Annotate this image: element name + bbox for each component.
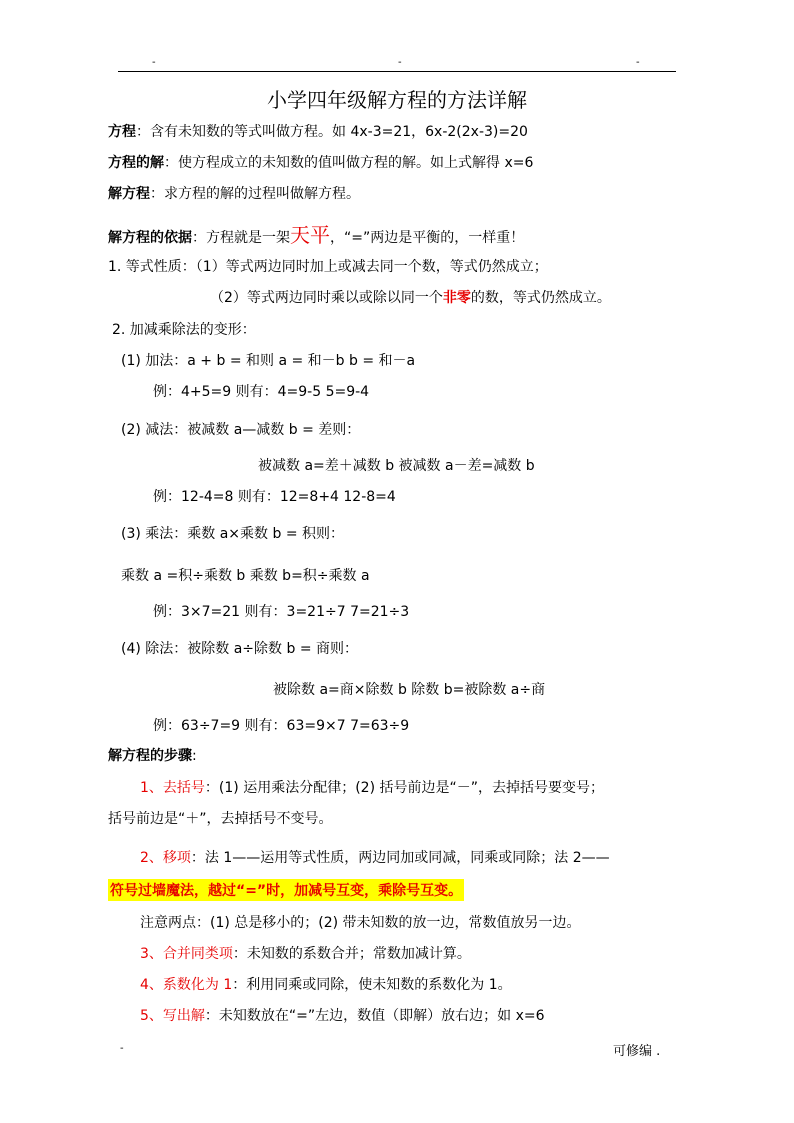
steps-heading bbox=[108, 745, 197, 765]
footer-mark: - bbox=[120, 1043, 124, 1054]
definition-text: ：使方程成立的未知数的值叫做方程的解。如上式解得 x=6 bbox=[164, 155, 534, 171]
definition-term: 方程的解 bbox=[108, 155, 164, 171]
step-label: 3、合并同类项 bbox=[140, 946, 233, 962]
header-rule bbox=[118, 71, 676, 72]
multiplication-rule: (3) 乘法：乘数 a×乘数 b = 积则： bbox=[121, 526, 345, 542]
header-mark-right: - bbox=[636, 57, 640, 68]
step-1-continued: 括号前边是“＋”，去掉括号不变号。 bbox=[108, 811, 333, 827]
definition-solving bbox=[108, 183, 360, 203]
step-text: ：(1) 运用乘法分配律；(2) 括号前边是“－”，去掉括号要变号； bbox=[204, 780, 604, 796]
page-title: 小学四年级解方程的方法详解 bbox=[267, 88, 527, 112]
step-label: 4、系数化为 1 bbox=[140, 977, 233, 993]
addition-example: 例：4+5=9 则有：4=9-5 5=9-4 bbox=[153, 384, 370, 400]
step-text: ：利用同乘或同除，使未知数的系数化为 1。 bbox=[232, 977, 512, 993]
step-2-note: 注意两点：(1) 总是移小的；(2) 带未知数的放一边，常数值放另一边。 bbox=[140, 915, 581, 931]
multiplication-example: 例：3×7=21 则有：3=21÷7 7=21÷3 bbox=[153, 604, 410, 620]
basis-term: 解方程的依据 bbox=[108, 230, 192, 246]
step-1 bbox=[140, 777, 604, 797]
magic-rule-text: ，越过“=”时，加减号互变，乘除号互变。 bbox=[194, 883, 463, 899]
basis-post: ，“=”两边是平衡的，一样重！ bbox=[330, 230, 525, 246]
basis-pre: ：方程就是一架 bbox=[192, 230, 290, 246]
division-example: 例：63÷7=9 则有：63=9×7 7=63÷9 bbox=[153, 718, 410, 734]
equality-property-1: 1. 等式性质：（1）等式两边同时加上或减去同一个数，等式仍然成立； bbox=[108, 259, 548, 275]
multiplication-formula: 乘数 a =积÷乘数 b 乘数 b=积÷乘数 a bbox=[121, 568, 370, 584]
step-text: ：法 1——运用等式性质，两边同加或同减，同乘或同除；法 2—— bbox=[190, 850, 610, 866]
equality-post: 的数，等式仍然成立。 bbox=[470, 290, 611, 306]
definition-term: 解方程 bbox=[108, 186, 150, 202]
header-mark-left: - bbox=[152, 57, 156, 68]
step-text: ：未知数放在“=”左边，数值（即解）放右边；如 x=6 bbox=[204, 1008, 545, 1024]
step-label: 5、写出解 bbox=[140, 1008, 205, 1024]
step-text: ：未知数的系数合并；常数加减计算。 bbox=[232, 946, 471, 962]
equality-property-2 bbox=[210, 287, 611, 307]
basis-line bbox=[108, 219, 524, 248]
definition-solution bbox=[108, 152, 533, 172]
magic-rule-label: 符号过墙魔法 bbox=[110, 883, 194, 899]
equality-emphasis: 非零 bbox=[442, 290, 471, 306]
subtraction-example: 例：12-4=8 则有：12=8+4 12-8=4 bbox=[153, 489, 396, 505]
step-3 bbox=[140, 943, 471, 963]
step-label: 1、去括号 bbox=[140, 780, 205, 796]
subtraction-rule: (2) 减法：被减数 a—减数 b = 差则： bbox=[121, 422, 361, 438]
basis-highlight: 天平 bbox=[290, 223, 330, 247]
division-formula: 被除数 a=商×除数 b 除数 b=被除数 a÷商 bbox=[273, 682, 546, 698]
division-rule: (4) 除法：被除数 a÷除数 b = 商则： bbox=[121, 641, 359, 657]
equality-pre: （2）等式两边同时乘以或除以同一个 bbox=[210, 290, 443, 306]
transform-heading: 2. 加减乘除法的变形： bbox=[112, 322, 256, 338]
step-2-magic-rule bbox=[108, 879, 464, 901]
step-5 bbox=[140, 1005, 545, 1025]
subtraction-formula: 被减数 a=差＋减数 b 被减数 a－差=减数 b bbox=[258, 458, 535, 474]
header-mark-center: - bbox=[398, 57, 402, 68]
definition-equation bbox=[108, 121, 528, 141]
step-4 bbox=[140, 974, 512, 994]
steps-heading-text: 解方程的步骤 bbox=[108, 748, 192, 764]
definition-text: ：含有未知数的等式叫做方程。如 4x-3=21，6x-2(2x-3)=20 bbox=[136, 124, 528, 140]
step-label: 2、移项 bbox=[140, 850, 191, 866]
step-2 bbox=[140, 847, 610, 867]
footer-text: 可修编 . bbox=[613, 1044, 661, 1059]
addition-rule: (1) 加法：a + b = 和则 a = 和－b b = 和－a bbox=[121, 353, 416, 369]
definition-text: ：求方程的解的过程叫做解方程。 bbox=[150, 186, 360, 202]
definition-term: 方程 bbox=[108, 124, 136, 140]
steps-heading-colon: : bbox=[192, 748, 197, 764]
